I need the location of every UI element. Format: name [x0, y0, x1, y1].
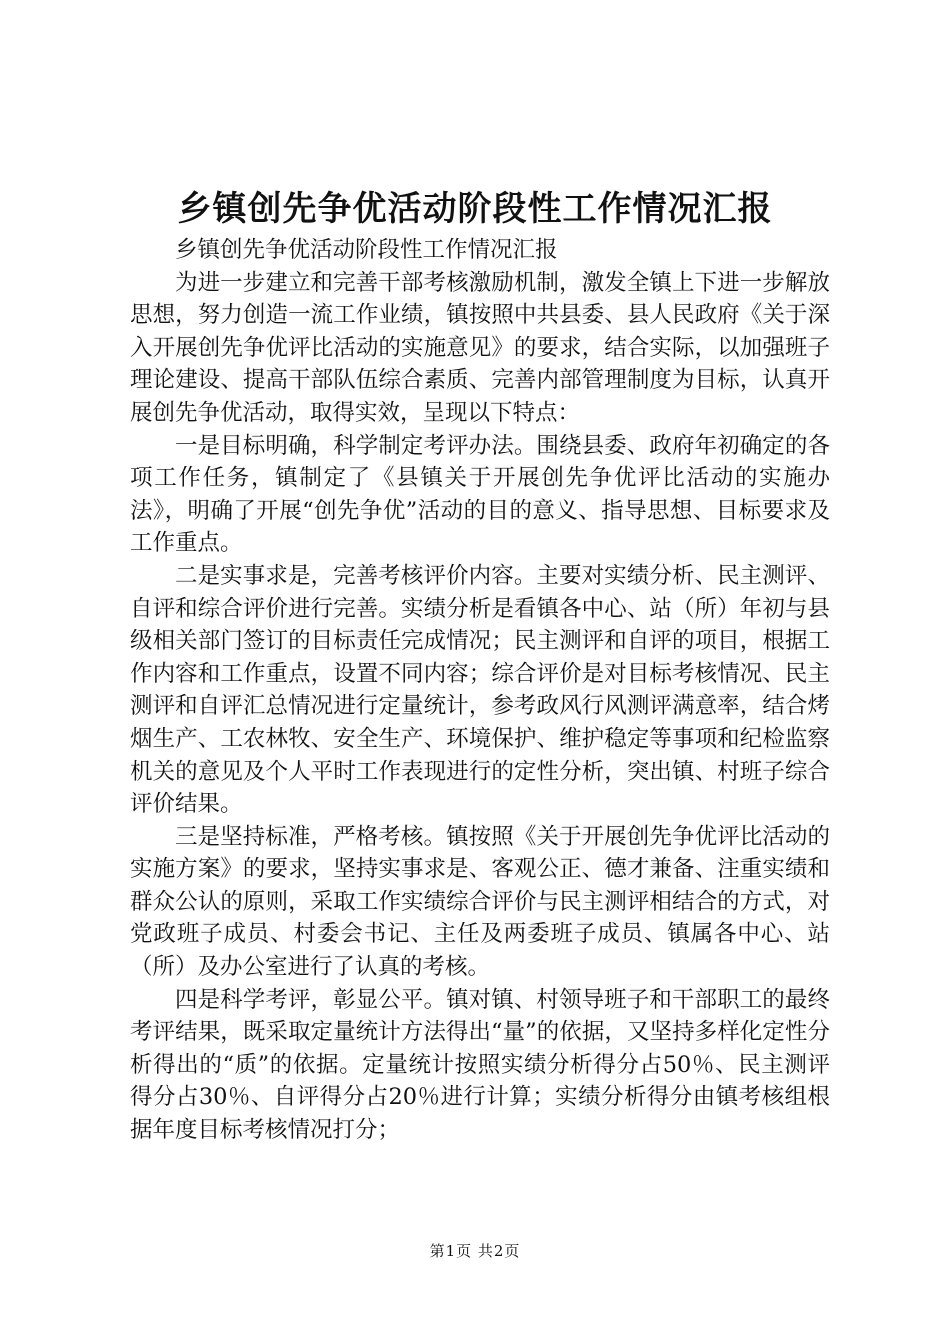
- page-number-footer: 第1页 共2页: [429, 1242, 521, 1260]
- paragraph-intro: 为进一步建立和完善干部考核激励机制，激发全镇上下进一步解放思想，努力创造一流工作业绩，镇按照中共县委、县人民政府《关于深入开展创先争优评比活动的实施意见》的要求，结合实际，以加强班子理论建设、提高干部队伍综合素质、完善内部管理制度为目标，认真开展创先争优活动，取得实效，呈现以下特点：: [130, 269, 830, 426]
- paragraph-point-4: 四是科学考评，彰显公平。镇对镇、村领导班子和干部职工的最终考评结果，既采取定量统计方法得出“量”的依据，又坚持多样化定性分析得出的“质”的依据。定量统计按照实绩分析得分占50％、民主测评得分占30％、自评得分占20％进行计算；实绩分析得分由镇考核组根据年度目标考核情况打分；: [130, 986, 830, 1144]
- paragraph-point-2: 二是实事求是，完善考核评价内容。主要对实绩分析、民主测评、自评和综合评价进行完善。实绩分析是看镇各中心、站（所）年初与县级相关部门签订的目标责任完成情况；民主测评和自评的项目，根据工作内容和工作重点，设置不同内容；综合评价是对目标考核情况、民主测评和自评汇总情况进行定量统计，参考政风行风测评满意率，结合烤烟生产、工农林牧、安全生产、环境保护、维护稳定等事项和纪检监察机关的意见及个人平时工作表现进行的定性分析，突出镇、村班子综合评价结果。: [130, 562, 830, 818]
- paragraph-point-3: 三是坚持标准，严格考核。镇按照《关于开展创先争优评比活动的实施方案》的要求，坚持实事求是、客观公正、德才兼备、注重实绩和群众公认的原则，采取工作实绩综合评价与民主测评相结合的方式，对党政班子成员、村委会书记、主任及两委班子成员、镇属各中心、站（所）及办公室进行了认真的考核。: [130, 823, 830, 981]
- paragraph-subtitle: 乡镇创先争优活动阶段性工作情况汇报: [175, 237, 558, 263]
- document-body: [130, 234, 830, 1147]
- document-title: 乡镇创先争优活动阶段性工作情况汇报: [177, 189, 773, 229]
- paragraph-point-1: 一是目标明确，科学制定考评办法。围绕县委、政府年初确定的各项工作任务，镇制定了《县镇关于开展创先争优评比活动的实施办法》，明确了开展“创先争优”活动的目的意义、指导思想、目标要求及工作重点。: [130, 432, 830, 557]
